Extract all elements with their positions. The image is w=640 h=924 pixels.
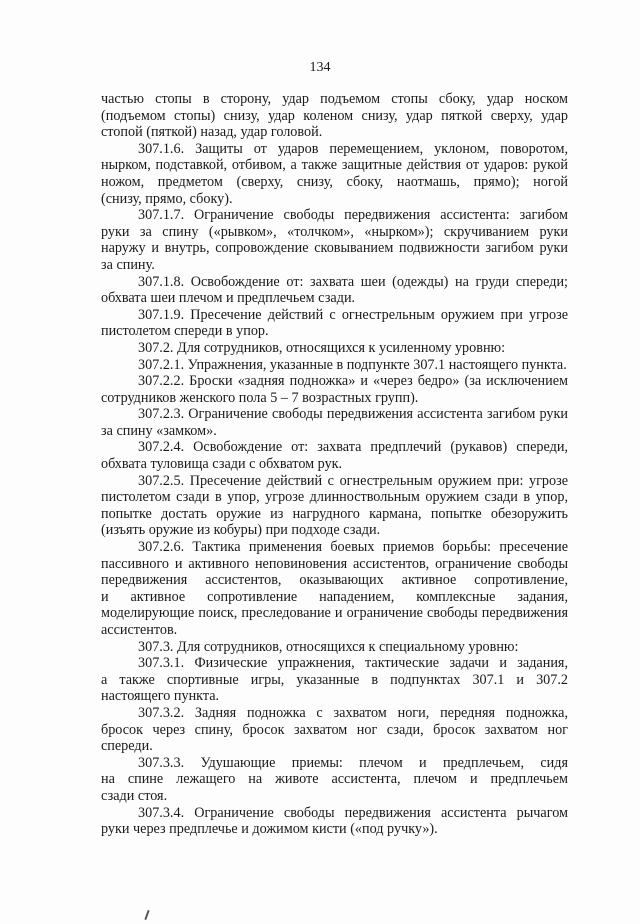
text-line: 307.2.4. Освобождение от: захвата предплечий (рукавов) спереди, (138, 439, 568, 456)
text-line: настоящего пункта. (101, 688, 220, 705)
text-line: 307.1.9. Пресечение действий с огнестрельным оружием при угрозе (138, 306, 568, 323)
text-line: моделирующие поиск, преследование и ограничение свободы передвижения (101, 605, 568, 622)
text-line: 307.2.5. Пресечение действий с огнестрельным оружием при: угрозе (138, 472, 568, 489)
text-line: пистолетом спереди в упор. (101, 323, 269, 340)
text-line: сзади стоя. (101, 787, 168, 804)
text-line: руки за спину («рывком», «толчком», «нырком»); скручиванием руки (101, 223, 568, 240)
text-line: 307.1.6. Защиты от ударов перемещением, уклоном, поворотом, (138, 140, 568, 157)
text-line: попытке достать оружие из нагрудного кармана, попытке обезоружить (101, 505, 568, 522)
text-line: на спине лежащего на животе ассистента, плечом и предплечьем (101, 771, 568, 788)
text-line: а также спортивные игры, указанные в подпунктах 307.1 и 307.2 (101, 671, 568, 688)
text-line: 307.2.6. Тактика применения боевых приемов борьбы: пресечение (138, 539, 568, 556)
text-line: бросок через спину, бросок захватом ног сзади, бросок захватом ног (101, 721, 568, 738)
text-line: 307.1.7. Ограничение свободы передвижения ассистента: загибом (138, 207, 568, 224)
text-line: спереди. (101, 738, 153, 755)
text-line: (изъять оружие из кобуры) при подходе сзади. (101, 522, 381, 539)
text-line: 307.3. Для сотрудников, относящихся к специальному уровню: (138, 638, 519, 655)
text-line: и активное сопротивление нападением, комплексные задания, (101, 588, 568, 605)
text-line: 307.3.3. Удушающие приемы: плечом и предплечьем, сидя (138, 754, 568, 771)
text-line: частью стопы в сторону, удар подъемом стопы сбоку, удар носком (101, 91, 568, 107)
scan-mark (144, 910, 149, 920)
text-line: ассистентов. (101, 622, 178, 638)
text-line: пистолетом сзади в упор, угрозе длинноствольным оружием сзади в упор, (101, 489, 568, 506)
text-line: пассивного и активного неповиновения ассистентов, ограничение свободы (101, 555, 568, 572)
text-line: обхвата шеи плечом и предплечьем сзади. (101, 290, 356, 307)
text-line: обхвата туловища сзади с обхватом рук. (101, 456, 343, 473)
text-line: 307.1.8. Освобождение от: захвата шеи (одежды) на груди спереди; (138, 273, 568, 290)
text-line: 307.3.2. Задняя подножка с захватом ноги, передняя подножка, (138, 704, 568, 721)
text-line: нырком, подставкой, отбивом, а также защитные действия от ударов: рукой (101, 157, 568, 174)
text-line: сотрудников женского пола 5 – 7 возрастных групп). (101, 389, 419, 406)
text-line: (подъемом стопы) снизу, удар коленом снизу, удар пяткой сверху, удар (101, 107, 568, 124)
text-line: (снизу, прямо, сбоку). (101, 190, 233, 207)
text-line: 307.3.1. Физические упражнения, тактические задачи и задания, (138, 655, 568, 672)
text-line: передвижения ассистентов, оказывающих активное сопротивление, (101, 572, 568, 589)
text-line: 307.3.4. Ограничение свободы передвижения ассистента рычагом (138, 804, 568, 821)
text-line: ножом, предметом (сверху, снизу, сбоку, наотмашь, прямо); ногой (101, 173, 568, 190)
page-number: 134 (309, 60, 331, 75)
text-line: 307.2. Для сотрудников, относящихся к усиленному уровню: (138, 339, 506, 356)
text-line: за спину «замком». (101, 422, 217, 439)
text-line: 307.2.2. Броски «задняя подножка» и «через бедро» (за исключением (138, 373, 568, 390)
text-line: 307.2.3. Ограничение свободы передвижения ассистента загибом руки (138, 406, 568, 423)
document-body (101, 91, 568, 838)
text-line: стопой (пяткой) назад, удар головой. (101, 124, 323, 141)
text-line: наружу и внутрь, сопровождение сковыванием подвижности загибом руки (101, 240, 568, 257)
text-line: за спину. (101, 256, 155, 273)
text-line: 307.2.1. Упражнения, указанные в подпункте 307.1 настоящего пункта. (138, 356, 567, 373)
text-line: руки через предплечье и дожимом кисти («под ручку»). (101, 821, 438, 838)
